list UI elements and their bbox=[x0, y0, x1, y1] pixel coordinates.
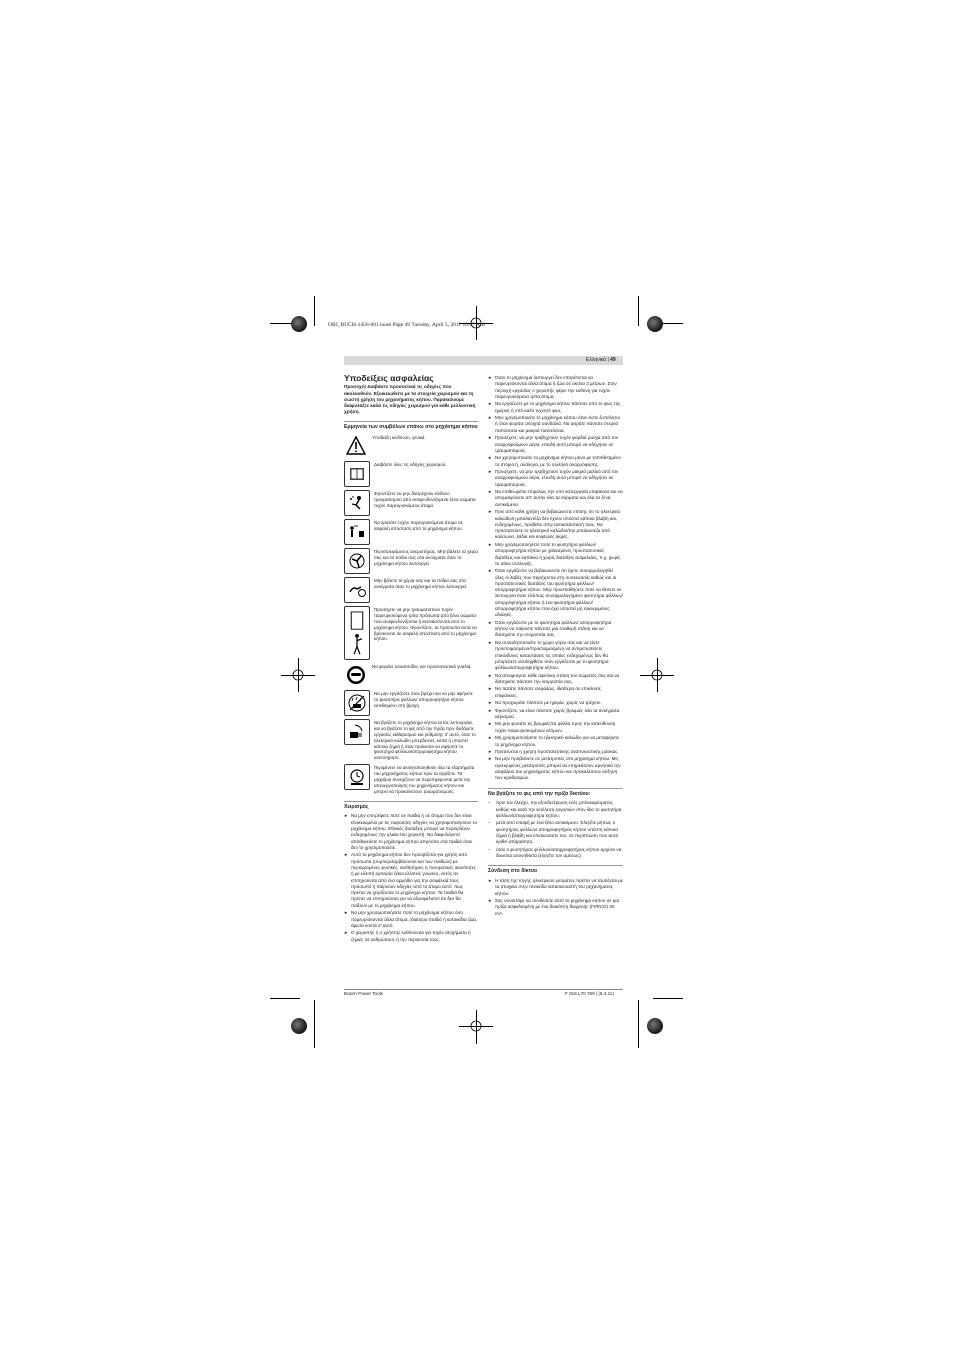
tall-warning-icon bbox=[344, 606, 370, 660]
bullet-arrow-icon: ► bbox=[488, 469, 493, 475]
page-header bbox=[344, 356, 623, 365]
bullet-arrow-icon: ► bbox=[488, 735, 493, 741]
list-item: ► Προτείνεται η χρήση προστατευτικής αναπνευστικής μάσκας. bbox=[488, 749, 619, 754]
bullet-arrow-icon: ► bbox=[488, 707, 493, 713]
bullet-arrow-icon: ► bbox=[488, 541, 493, 547]
handling-list bbox=[344, 813, 478, 943]
unplug-list bbox=[488, 800, 623, 859]
print-slug: OBJ_BUCH-1456-001.book Page 49 Tuesday, April 5, 2011 10:07 AM bbox=[328, 322, 485, 328]
list-item: ► Να επιθεωρείτε επιμελώς την υπό κατεργασία επιφάνεια και να απομακρύνετε απ' αυτήν όλα τα σύρματα και όλα τα ξένα αντικείμενα. bbox=[488, 489, 623, 507]
bullet-arrow-icon: ► bbox=[344, 910, 349, 916]
symbol-description: Μην βάλετε τα χέρια σας και τα πόδια σας στα ανοίγματα όταν το μηχάνημα κήπου λειτουργεί. bbox=[374, 577, 468, 589]
bullet-arrow-icon: ► bbox=[488, 401, 493, 407]
list-item: ► Να πατάτε πάντοτε ασφαλώς, ιδιαίτερα σε επικλινείς επιφάνειες. bbox=[488, 686, 601, 698]
bullet-arrow-icon: ► bbox=[488, 749, 493, 754]
registration-target-icon bbox=[468, 1018, 484, 1034]
symbol-description: Να βγάζετε το μηχάνημα κήπου εκτός λειτουργίας και να βγάζετε το φις από την πρίζα πριν διεξάγετε εργασίες καθαρισμού και ρύθμισης σ' αυτό, όταν το ηλεκτρικό καλώδιο μπερδευτεί, κοπεί ή υποστεί κάποια ζημιά ή όταν πρόκειται να αφήσετε το φυσητήρα φύλλων/απορροφητήρα κήπου ανεπιτήρητο. bbox=[374, 719, 476, 761]
list-item: ► Αυτό το μηχάνημα κήπου δεν προορίζεται για χρήση από πρόσωπα (συμπεριλαμβάνονται και των παιδιών) με περιορισμένες φυσικές, αισθητήριες ή πνευματικές ικανότητες ή με ελλιπή εμπειρία ή/και ελλιπείς γνώσεις, εκτός αν επιτηρούνται από ένα αρμόδιο για την ασφάλειά τους πρόσωπο ή παίρνουν οδηγίες από το άτομο αυτό, πως πρέπει να χειρίζονται το μηχάνημα κήπου. Τα παιδιά θα πρέπει να επιτηρούνται για να εξασφαλιστεί ότι δεν θα παίξουν με το μηχάνημα κήπου. bbox=[344, 852, 477, 908]
bullet-arrow-icon: ► bbox=[488, 897, 493, 903]
symbol-row bbox=[344, 690, 478, 716]
list-item: – μετά από επαφή με ένα ξένο αντικείμενο. Ελέγξτε μήπως ο φυσητήρας φύλλων/ απορροφητήρας κήπου υπέστη κάποια ζημιά ή βλάβη και επισκευάστε τον, σε περίπτωση που αυτό κριθεί απαραίτητο, bbox=[488, 820, 619, 845]
handling-heading: Χειρισμός bbox=[344, 801, 478, 811]
symbol-description: Υπόδειξη κινδύνου, γενικά. bbox=[372, 434, 426, 440]
bullet-arrow-icon: ► bbox=[344, 930, 349, 936]
bullet-arrow-icon: ► bbox=[488, 435, 493, 441]
symbol-row bbox=[344, 663, 478, 687]
right-column bbox=[488, 375, 623, 918]
symbol-row bbox=[344, 764, 478, 795]
registration-target-icon bbox=[290, 667, 306, 683]
symbol-description: Προσέχετε να μην τραυματιστούν τυχόν παρευρισκόμενα τρίτα πρόσωπα από ξένα σώματα που εκσφενδονίζονται ή εκτινάσσονται από το μηχάνημα κήπου. Φροντίζετε, τα πρόσωπα αυτά να βρίσκονται σε ασφαλή απόσταση από το μηχάνημα κήπου. bbox=[374, 606, 477, 642]
keep-distance-icon bbox=[344, 519, 370, 545]
symbol-row bbox=[344, 490, 478, 516]
header-language: Ελληνικά | 49 bbox=[586, 357, 616, 363]
footer-rule bbox=[344, 989, 623, 990]
list-item: ► Να προχωράτε πάντοτε με ηρεμία, χωρίς να τρέχετε. bbox=[488, 700, 602, 706]
list-item: ► Να μην επιτρέψετε ποτέ σε παιδιά ή σε άτομα που δεν είναι εξοικειωμένα με τις παρούσες οδηγίες να χρησιμοποιήσουν το μηχάνημα κήπου. Εθνικές διατάξεις μπορεί να περιορίζουν ενδεχομένως την ηλικία του χειριστή. Να διαφυλάγετε/αποθηκεύετε το μηχάνημα κήπου απρόσιτο στα παιδιά όταν δεν το χρησιμοποιείτε. bbox=[344, 813, 477, 850]
symbol-row bbox=[344, 434, 478, 458]
goggles-icon bbox=[344, 663, 368, 687]
symbol-description: Να κρατάτε τυχόν παρευρισκόμενα άτομα σε ασφαλή απόσταση από το μηχάνημα κήπου. bbox=[374, 519, 463, 531]
symbol-description: Περιμένετε να ακινητοποιηθούν όλα τα εξαρτήματα του μηχανήματος κήπου πριν τα αγγίξετε. Τα μαχαίρια συνεχίζουν να περιστρέφονται μετά την απενεργοποίηση του μηχανήματος κήπου και μπορεί να προκαλέσουν τραυματισμούς. bbox=[374, 765, 475, 794]
rotating-blades-icon bbox=[344, 548, 370, 574]
bullet-arrow-icon: ► bbox=[488, 489, 493, 495]
bullet-arrow-icon: ► bbox=[344, 813, 349, 819]
list-item: ► Μην χρησιμοποιήσετε ποτέ το φυσητήρα φύλλων/απορροφητήρα κήπου με χαλασμένες προστατευτικές διατάξεις και καπάκια ή χωρίς διατάξεις ασφαλείας, π.χ. χωρίς το σάκο συλλογής. bbox=[488, 541, 621, 566]
bullet-arrow-icon: ► bbox=[344, 852, 349, 858]
list-item: ► Σας συνιστάμε να συνδέσετε αυτό το μηχάνημα κήπου σε μια πρίζα ασφαλισμένη με ένα διακόπτη διαρροής (FI/RCD) 30 mA. bbox=[488, 897, 620, 916]
list-item: – πριν τον έλεγχο, την εξουδετέρωση ενός μπλοκαρίσματος καθώς και κατά την εκτέλεση εργασιών στον ίδιο το φυσητήρα φύλλων/απορροφητήρα κήπου, bbox=[488, 800, 622, 818]
list-item: ► Προσέχετε, να μην τραβηχτούν τυχόν μακριά μαλλιά από τον αναρροφούμενο αέρα, επειδή αυτό μπορεί να οδηγήσει σε τραυματισμούς. bbox=[488, 469, 619, 487]
list-item: ► Φροντίζετε, να είναι πάντοτε χωρίς βρωμιές όλα τα ανοίγματα αέρισμού. bbox=[488, 707, 620, 719]
bullet-arrow-icon: ► bbox=[488, 877, 493, 883]
list-item: ► Μην χρησιμοποιείτε το μηχάνημα κήπου όταν είστε ξυπόλητοι ή όταν φοράτε ανοιχτά σανδάλια. Να φοράτε πάντοτε στερεά παπούτσια και μακριά παντελόνια. bbox=[488, 415, 620, 433]
symbol-row bbox=[344, 548, 478, 574]
list-item: ► Μη χρησιμοποιήσετε το ηλεκτρικό καλώδιο για να μεταφέρετε το μηχάνημα κήπου. bbox=[488, 735, 620, 747]
bullet-arrow-icon: ► bbox=[488, 721, 493, 727]
symbol-description: Διαβάστε όλες τις οδηγίες χειρισμού. bbox=[374, 461, 447, 467]
list-item: ► Όταν εργάζεστε με το φυσητήρα φύλλων/ απορροφητήρα κήπου να παίρνετε πάντοτε μια σταθερή στάση και να διατηρείτε την ισορροπία σας. bbox=[488, 619, 612, 638]
registration-dot-icon bbox=[647, 316, 663, 332]
manual-book-icon bbox=[344, 461, 370, 487]
symbol-description: Να μην εργάζεστε όταν βρέχει και να μην αφήνετε το φυσητήρα φύλλων/ απορροφητήρα κήπου εκτεθειμένο στη βροχή. bbox=[374, 690, 473, 708]
rain-icon bbox=[344, 690, 370, 716]
bullet-arrow-icon: ► bbox=[488, 415, 493, 421]
list-item: ► Μη μην φυσάτε τις βρωμιές/τα φύλλα προς την κατεύθυνση τυχόν παρευρισκομένων ατόμων. bbox=[488, 721, 616, 733]
symbol-list bbox=[344, 434, 478, 795]
flying-debris-icon bbox=[344, 490, 370, 516]
symbol-description: Να φοράτε ωτοασπίδες και προστατευτικά γυαλιά. bbox=[372, 663, 472, 669]
hand-fan-icon bbox=[344, 577, 370, 603]
warning-triangle-icon bbox=[344, 434, 368, 458]
list-item: ► Να μην χρησιμοποιήσετε ποτέ το μηχάνημα κήπου όσο παρευρίσκονται άλλα άτομα, ιδιαίτερα παιδιά ή κατοικίδια ζώα, άμεσα κοντά σ' αυτό. bbox=[344, 910, 478, 928]
footer-brand: Bosch Power Tools bbox=[344, 991, 383, 996]
list-item: ► Προσέχετε, να μην τραβηχτούν τυχόν φαρδιά ρούχα από τον αναρροφούμενο αέρα, επειδή αυτό μπορεί να οδηγήσει σε τραυματισμούς. bbox=[488, 435, 618, 453]
registration-dot-icon bbox=[647, 1018, 663, 1034]
list-item: ► Πριν από κάθε χρήση να βεβαιώνεστε επίσης ότι το ηλεκτρικό καλώδιο/η μπαλαντέζα δεν έχουν υποστεί κάποια βλάβη και, ενδεχομένως, προβείτε στην αντικατάστασή τους. Να προστατεύετε το ηλεκτρικό καλώδιο/την μπαλαντέζα από καύσωνα, λάδια και κοφτερές ακμές. bbox=[488, 509, 621, 540]
list-item: ► Να χρησιμοποιείτε το μηχάνημα κήπου μόνο με τοποθετημένο το στόμιο ή, ανάλογα, με το σωλήνα αναρρόφησης. bbox=[488, 455, 621, 467]
list-item: ► Όταν εργάζεστε να βεβαιώνεστε ότι έχετε συναρμολογηθεί όλες οι λαβές που παρέχονται στη συσκευασία καθώς και οι προστατευτικές διατάξεις του φυσητήρα φύλλων/απορροφητήρα κήπου. Μην προσπαθήσετε ποτέ να θέσετε σε λειτουργία έναν ελλιπώς συναρμολογημένο φυσητήρα φύλλων/ απορροφητήρα κήπου ή ένα φυσητήρα φύλλων/ απορροφητήρα κήπου που έχει υποστεί μη εγκεκριμένες αλλαγές. bbox=[488, 568, 623, 618]
bullet-arrow-icon: ► bbox=[488, 455, 493, 461]
symbols-heading: Ερμηνεία των συμβόλων επάνω στο μηχάνημα κήπου bbox=[344, 421, 478, 431]
bullet-arrow-icon: ► bbox=[488, 756, 493, 762]
bullet-arrow-icon: ► bbox=[488, 619, 493, 625]
list-item: ► Να συνειδητοποιείτε το χώρο γύρω σας και να είστε προετοιμασμένοι/προετοιμασμένη να αντιμετωπίσετε επικίνδυνες καταστάσεις τις οποίες ενδεχομένως δεν θα μπορέσετε αντιληφθείτε όταν εργάζεστε με το φυσητήρα φύλλων/απορροφητήρα κήπου. bbox=[488, 639, 609, 671]
symbol-row bbox=[344, 606, 478, 660]
bullet-arrow-icon: ► bbox=[488, 700, 493, 706]
symbol-row bbox=[344, 461, 478, 487]
bullet-arrow-icon: ► bbox=[488, 509, 493, 515]
list-item: ► Όταν το μηχάνημα λειτουργεί δεν επιτρέπεται να παρευρίσκονται άλλα άτομα ή ζώα σε ακτίνα 3 μέτρων. Στην περιοχή εργασίας ο χειριστής φέρει την ευθύνη για τυχόν παρευρισκόμενα τρίτα άτομα. bbox=[488, 375, 617, 399]
symbol-row bbox=[344, 577, 478, 603]
page-number: 49 bbox=[610, 357, 616, 363]
bullet-arrow-icon: ► bbox=[488, 639, 493, 645]
unplug-icon bbox=[344, 719, 370, 745]
registration-dot-icon bbox=[291, 316, 307, 332]
list-item: – όταν ο φυσητήρας φύλλων/απορροφητήρας κήπου αρχίσει να δονείται ασυνήθιστα (ελέγξτε τον αμέσως). bbox=[488, 846, 622, 859]
left-column bbox=[344, 375, 478, 944]
unplug-heading: Να βγάζετε το φις από την πρίζα δικτύου: bbox=[488, 788, 623, 798]
intro-warning: Προσοχή! Διαβάστε προσεκτικά τις οδηγίες που ακολουθούν. Εξοικειωθείτε με τα στοιχεία χειρισμού και τη σωστή χρήση του μηχανήματος κήπου. Παρακαλούμε διαφυλάξτε καλά τις οδηγίες χειρισμού για κάθε μελλοντική χρήση. bbox=[344, 384, 476, 415]
language-label: Ελληνικά bbox=[586, 357, 607, 363]
list-item: ► Να εργάζεστε με το μηχάνημα κήπου πάντοτε υπό το φως της ημέρας ή υπό καλό τεχνητό φως. bbox=[488, 401, 621, 413]
list-item: ► Ο χειριστής ή ο χρήστης ευθύνονται για τυχόν ατυχήματα ή ζημιές σε ανθρώπους ή την περιουσία τους. bbox=[344, 930, 471, 942]
list-item: ► Η τάση της πηγής ηλεκτρικού ρεύματος πρέπει να ταυτίζεται με τα στοιχεία στην πινακίδα κατασκευαστή του μηχανήματος κήπου. bbox=[488, 877, 623, 896]
registration-dot-icon bbox=[291, 1018, 307, 1034]
bullet-arrow-icon: ► bbox=[488, 375, 493, 380]
wait-stop-icon bbox=[344, 764, 370, 790]
symbol-row bbox=[344, 519, 478, 545]
bullet-arrow-icon: ► bbox=[488, 568, 493, 574]
page-title: Υποδείξεις ασφαλείας bbox=[344, 373, 434, 383]
list-item: ► Να αποφεύγετε κάθε αφύσικη στάση του σώματός σας και να διατηρείτε πάντοτε την ισορροπία σας. bbox=[488, 672, 620, 684]
bullet-arrow-icon: ► bbox=[488, 672, 493, 678]
list-item: ► Να μην προβαίνετε σε μετατροπές στο μηχάνημα κήπου. Μη εγκεκριμένες μετατροπές μπορεί να επηρεάσουν αρνητικά την ασφάλεια του μηχανήματος κήπου και προκαλέσουν αύξηση των κραδασμών. bbox=[488, 756, 621, 781]
symbol-row bbox=[344, 719, 478, 761]
bullet-arrow-icon: ► bbox=[488, 686, 493, 692]
symbol-description: Φροντίζετε να μην διατρέχουν κίνδυνο τραυματισμού από εκσφενδονιζόμενα ξένα σώματα τυχόν παρευρισκόμενα άτομα. bbox=[374, 490, 476, 508]
registration-target-icon bbox=[649, 667, 665, 683]
safety-list bbox=[488, 375, 623, 782]
mains-heading: Σύνδεση στο δίκτυο bbox=[488, 865, 623, 875]
mains-list bbox=[488, 878, 623, 917]
footer-code: F 016 L70 769 | (5.4.11) bbox=[565, 991, 614, 996]
symbol-description: Περιστρεφόμενος ανεμιστήρας. Μην βάλετε τα χέρια σας και τα πόδια σας στα ανοίγματα όταν το μηχάνημα κήπου λειτουργεί. bbox=[374, 548, 478, 566]
